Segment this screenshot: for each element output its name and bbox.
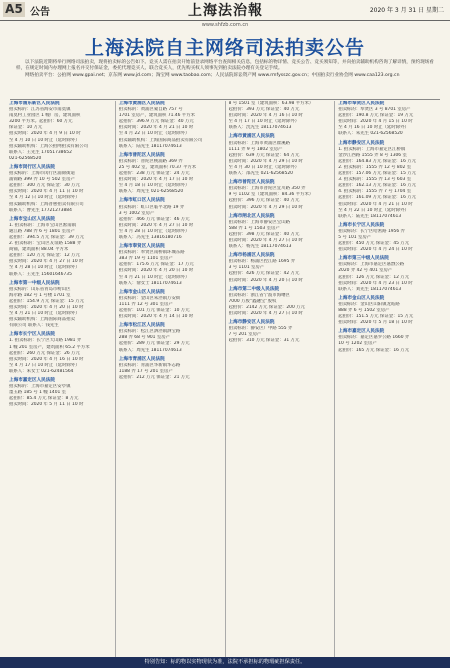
- notice-line: 至 4 月 21 日 10 时止（延时除外）: [9, 311, 80, 317]
- notice-line: 拍卖标的：黄浦区蒙自路 757 号: [118, 107, 183, 113]
- notice-line: 拍卖标的：上海市嘉定区嘉戬公路: [338, 262, 405, 268]
- notice-line: 浦锦路 399 弄 10 号 502 室房产: [9, 177, 75, 183]
- notice-line: 起拍价：398 万元 保证金：40 万元: [228, 231, 300, 237]
- auction-notice: [229, 180, 332, 210]
- newspaper-logo: 上海法治報: [188, 3, 263, 19]
- auction-notice: [119, 290, 222, 320]
- notice-line: 拍卖时间：2020 年 4 月 29 日 10 时: [228, 204, 303, 210]
- notice-line: 起拍价：162.13 万元 保证金：16 万元: [338, 183, 417, 189]
- notice-line: 起拍价：466 万元 保证金：46 万元: [118, 216, 190, 222]
- notice-line: 起拍价：120 万元 保证金：12 万元: [9, 253, 80, 259]
- intro-paragraph: 网络拍卖平台：公拍网 www.gpai.net；京东网 www.jd.com；淘宝网 www.taobao.com；人民法院诉讼资产网 www.rmfysszc.gov.cn；中国拍卖行业协会网 www.caa123.org.cn: [25, 72, 400, 78]
- notice-line: 588 弄 1 号 1503 室房产: [228, 225, 280, 231]
- notice-line: 南莫村工业园区 1 幢厂房，建筑面积: [9, 113, 81, 119]
- court-name: 上海市静安区人民法院: [338, 140, 385, 146]
- notice-line: 起拍价：190.8 万元 保证金：19 万元: [338, 113, 414, 119]
- notice-line: 起拍价：126 万元 保证金：12 万元: [338, 274, 410, 280]
- notice-line: 联系人：朱先生 021-62568520: [338, 131, 403, 137]
- notice-line: 起拍价：157.06 万元 保证金：15 万元: [338, 171, 417, 177]
- court-name: 上海市杨浦区人民法院: [228, 253, 275, 259]
- notice-line: 金沙江西路 1555 弄 8 号 1306 室: [338, 152, 407, 158]
- notice-line: 联系人：曹先生 17721273884: [9, 207, 72, 213]
- court-name: 上海市奉贤区人民法院: [338, 101, 385, 106]
- court-name: 上海市宝山区人民法院: [9, 216, 55, 222]
- notice-line: 拍卖标的：浙江省宁波市海曙区: [228, 292, 290, 298]
- page-headline: 上海法院自主网络司法拍卖公告: [84, 37, 365, 59]
- court-name: 上海市黄浦区人民法院: [118, 101, 165, 106]
- notice-column: [116, 101, 226, 657]
- notice-line: 起拍价：260 万元 保证金：26 万元: [9, 350, 80, 356]
- auction-notice: [338, 256, 441, 293]
- notice-line: 联系人：陆先生 18117074613: [338, 213, 402, 219]
- notice-line: 拍卖时间：2020 年 4 月 20 日 10 时: [118, 268, 194, 274]
- notice-line: 拍卖时间：2020 年 4 月 17 日 10 时: [118, 177, 194, 183]
- notice-line: 拍卖辅助机构：上海国际商品拍卖: [9, 317, 75, 323]
- court-name: 上海市黄浦区人民法院: [228, 134, 275, 140]
- notice-line: 墨玉路 185 号 1 幢 1401 室: [9, 390, 67, 396]
- notice-line: 至 4 月 30 日 10 时止（延时除外）: [228, 164, 300, 170]
- notice-line: 保证金：10 万元: [9, 125, 43, 131]
- auction-notice: [119, 101, 222, 150]
- court-name: 上海市金山区人民法院: [338, 295, 385, 301]
- notice-line: 至 4 月 17 日 10 时止（延时除外）: [9, 362, 80, 368]
- footer-notice: 特别告知：标的物以实物现状为准，法院不承担标的物瑕疵担保责任。: [0, 657, 450, 668]
- notice-line: 至 4 月 17 日 10 时止（延时除外）: [228, 119, 300, 125]
- notice-line: 至 4 月 22 日 10 时止（延时除外）: [338, 207, 409, 213]
- auction-notice: [338, 329, 441, 353]
- notice-line: 拍卖时间：2020 年 4 月 20 日 10 时: [9, 305, 84, 310]
- auction-notice: [338, 223, 441, 253]
- notice-line: 拍卖标的：长宁区哈密路 1956 弄: [338, 228, 405, 234]
- notice-line: 起拍价：300 万元 保证金：30 万元: [9, 183, 80, 189]
- notice-line: 拍卖标的：金山区山阳镇龙皓路: [338, 301, 400, 307]
- court-name: 上海市嘉定区人民法院: [338, 329, 385, 335]
- auction-notice: [9, 217, 112, 278]
- notice-line: 起拍价：394.5 万元 保证金：39 万元: [9, 234, 85, 240]
- notice-line: 起拍价：310 万元 保证金：31 万元: [228, 338, 300, 344]
- notice-line: 1. 拍卖标的：长宁区天山路 1981 弄: [9, 338, 82, 344]
- notice-line: 联系人：邵先生 021-62568520: [228, 171, 293, 177]
- notice-line: 拍卖标的：上海市普陀区宜川路 350 弄: [228, 186, 306, 192]
- notice-line: 起拍价：426 万元 保证金：42 万元: [228, 271, 300, 277]
- notice-line: 25 号 402 室，建筑面积 70.37 平方米: [118, 164, 197, 170]
- notice-line: 拍卖标的：金山区朱泾镇万安街: [118, 295, 181, 301]
- auction-notice: [338, 296, 441, 326]
- notice-line: 拍卖时间：2020 年 4 月 29 日 10 时: [228, 158, 303, 164]
- auction-notice: [229, 287, 332, 317]
- notice-line: 拍卖标的：松江区泗泾镇泗宝路: [118, 329, 181, 335]
- auction-notice: [9, 281, 112, 330]
- notice-line: 拍卖标的：虹口区临平北路 19 弄: [118, 204, 185, 210]
- notice-line: 联系人：俞女士 18117074613: [118, 280, 182, 286]
- notice-line: 拍卖时间：2020 年 4 月 16 日 10 时: [9, 356, 84, 362]
- notice-line: 拍卖标的：静安区广中路 555 弄: [228, 326, 293, 332]
- notice-line: 拍卖时间：2020 年 4 月 27 日 10 时: [118, 222, 194, 228]
- notice-line: 1188 弄 17 号 201 室房产: [118, 368, 173, 374]
- notice-line: 起拍价：151.5 万元 保证金：15 万元: [338, 314, 414, 320]
- notice-line: 拍卖时间：2020 年 4 月 16 日 10 时: [228, 113, 303, 119]
- auction-notice: [338, 101, 441, 138]
- notice-line: 4. 拍卖标的：1555 弄 7 号 1704 室: [338, 189, 412, 195]
- notice-line: 拍卖标的：上海市嘉定区安亭镇: [9, 384, 71, 390]
- notice-line: 拍卖标的：奉贤区 3 号 8701 室房产: [338, 107, 411, 113]
- court-name: 上海市静安区人民法院: [228, 320, 275, 326]
- notice-line: 起拍价：393 万元 保证金：40 万元: [228, 107, 300, 113]
- notice-line: 海尔路 182 号 1 号楼 1701 室: [9, 292, 71, 298]
- court-name: 上海市嘉定区人民法院: [9, 378, 55, 384]
- notice-line: 1111 弄 12 号 301 室房产: [118, 301, 173, 307]
- auction-notice: [119, 323, 222, 353]
- court-name: 上海市第三中级人民法院: [338, 256, 389, 262]
- masthead: [0, 0, 450, 21]
- notice-line: 3 号 1101 室房产: [228, 265, 265, 271]
- notice-line: 拍卖标的：普陀区桃浦路 369 弄: [118, 158, 183, 164]
- notice-line: 至 4 月 22 日 10 时止（延时除外）: [118, 131, 190, 137]
- notice-line: 起拍价：396.9 万元 保证金：40 万元: [118, 119, 194, 125]
- auction-notice: [119, 357, 222, 381]
- court-name: 上海市第二中级人民法院: [228, 286, 280, 292]
- notice-line: 拍卖时间：2020 年 4 月 11 日 10 时: [9, 189, 84, 195]
- notice-line: 起拍价：101 万元 保证金：10 万元: [118, 308, 190, 313]
- notice-line: 起拍价：161.09 万元 保证金：16 万元: [338, 195, 417, 201]
- notice-line: 联系人：周先生 021-62568520: [118, 189, 184, 195]
- notice-line: 至 4 月 28 日 10 时止（延时除外）: [9, 265, 80, 271]
- divider: [10, 99, 440, 100]
- notice-line: 拍卖辅助机构：上海公拍网拍卖有限公司: [9, 143, 89, 149]
- notice-line: 拍卖时间：2020 年 4 月 21 日 10 时: [338, 201, 413, 207]
- notice-line: 383 弄 19 号 1101 室房产: [118, 256, 173, 262]
- notice-line: 10 号 1202 室房产: [338, 341, 377, 347]
- notice-line: 至 4 月 21 日 10 时止（延时除外）: [118, 274, 190, 280]
- notice-line: 拍卖时间：2020 年 5 月 18 日 10 时: [338, 320, 413, 326]
- court-name: 上海市闸北区人民法院: [228, 213, 275, 219]
- court-name: 上海市长宁区人民法院: [338, 222, 385, 228]
- court-name: 上海市虹口区人民法院: [118, 198, 165, 204]
- notice-line: 拍卖时间：2020 年 4 月 27 日 10 时: [9, 259, 84, 265]
- court-name: 上海市第一中级人民法院: [9, 280, 60, 286]
- notice-line: 联系人：冯先生 13816180716: [118, 234, 182, 240]
- auction-notice: [229, 214, 332, 251]
- notice-line: 起拍价：85.4 万元 保证金：8 万元: [9, 396, 79, 402]
- auction-notice: [229, 320, 332, 344]
- notice-line: 起拍价：154.9 万元 保证金：15 万元: [9, 298, 85, 304]
- notice-line: 拍卖标的：山东省青岛市崂山区: [9, 286, 71, 292]
- notice-line: 3. 拍卖标的：1555 弄 13 号 603 室: [338, 177, 412, 183]
- notice-line: 3 号 1002 室房产: [118, 210, 155, 216]
- notice-line: 1701 室房产，建筑面积 71.46 平方米: [118, 113, 195, 119]
- notice-line: 拍卖辅助机构：上海普惠拍卖有限公司: [9, 201, 84, 207]
- notice-line: 拍卖标的：上海市闵行区浦锦街道: [9, 171, 75, 177]
- notice-line: 2020 弄 42 号 401 室房产: [338, 268, 393, 274]
- notice-line: 起拍价：165 万元 保证金：16 万元: [338, 347, 410, 353]
- auction-notice: [229, 101, 332, 131]
- notice-line: 7000 万股“鑫融宝”股权: [228, 298, 277, 304]
- notice-line: 2. 拍卖标的：1555 弄 12 号 802 室: [338, 164, 412, 170]
- auction-notice: [9, 165, 112, 214]
- notice-line: 起拍价：212 万元 保证金：21 万元: [118, 374, 190, 380]
- notice-line: 起拍价：238 万元 保证金：24 万元: [118, 171, 190, 177]
- notice-line: 起拍价：2142 万元 保证金：200 万元: [228, 304, 305, 310]
- court-name: 上海市闵行区人民法院: [9, 164, 55, 170]
- auction-notice: [9, 332, 112, 375]
- auction-notice: [9, 378, 112, 408]
- notice-line: 拍卖标的：奉贤区南桥镇环城东路: [118, 250, 185, 256]
- notice-line: 1. 拍卖标的：上海市嘉定区江桥镇: [338, 146, 406, 152]
- notice-line: 7 号 201 室房产: [228, 332, 262, 338]
- notice-line: 拍卖标的：杨浦区控江路 1695 弄: [228, 259, 296, 265]
- auction-notice: [9, 101, 112, 162]
- notice-line: 联系人：刘先生 18117074613: [338, 286, 402, 292]
- notice-line: 联系人：王先生 17051738652: [9, 149, 72, 155]
- notice-line: 拍卖时间：2020 年 4 月 27 日 10 时: [228, 311, 303, 316]
- court-name: 上海市普陀区人民法院: [228, 180, 275, 186]
- notice-column: [226, 101, 336, 657]
- notice-line: 起拍价：164.83 万元 保证金：16 万元: [338, 158, 417, 164]
- notice-line: 起拍价：639 万元 保证金：64 万元: [228, 152, 300, 158]
- notice-line: 起拍价：396 万元 保证金：40 万元: [228, 198, 300, 204]
- notice-line: 拍卖时间：2020 年 4 月 24 日 10 时: [338, 247, 413, 253]
- notice-line: 联系人：陆先生 18117074613: [118, 143, 182, 149]
- notice-line: 288 弄 68 号 901 室房产: [118, 335, 171, 341]
- notice-line: 拍卖时间：2020 年 4 月 15 日 10 时: [338, 119, 413, 125]
- notice-line: 拍卖标的：江苏省海安市南莫镇: [9, 107, 71, 113]
- notice-line: 拍卖时间：2020 年 4 月 14 日 10 时: [118, 314, 194, 320]
- notice-line: 起拍价：175.6 万元 保证金：17 万元: [118, 262, 194, 268]
- notice-column: [335, 101, 444, 657]
- auction-notice: [119, 198, 222, 241]
- notice-line: 联系人：周先生 18117074613: [118, 347, 182, 353]
- notice-line: 2. 拍卖标的：宝山区友谊路 1588 弄: [9, 241, 82, 247]
- notice-line: 拍卖标的：上海市黄浦区瞿溪路: [228, 140, 290, 146]
- notice-line: 拍卖时间：2020 年 4 月 21 日 10 时: [118, 125, 194, 131]
- notice-line: 至 4 月 12 日 10 时止（延时除外）: [9, 195, 80, 201]
- auction-notice: [119, 244, 222, 287]
- notice-line: 联系人：杨先生 18117074613: [228, 244, 292, 250]
- notice-line: 通江路 788 弄 6 号 1801 室房产: [9, 228, 75, 234]
- notice-line: 起拍价：450 万元 保证金：45 万元: [338, 241, 410, 247]
- notice-line: 拍卖时间：2020 年 4 月 20 日 10 时: [228, 277, 303, 283]
- website-url: www.shfzb.com.cn: [201, 22, 249, 28]
- notice-line: 8 号 1501 室（建筑面积：63.98 平方米）: [228, 101, 314, 106]
- intro-paragraph: 以下法院近期将举行网络司法拍卖，现将拍卖标的公告如下。竞买人需在拍卖开始前登录网络平台查阅相关信息，包括标的物详情、竞买公告、竞买须知等，并向拍卖辅助机构咨询了解详情，预约现场看样，在规定时间内办理网上报名并交付保证金，委托代理竞买人、联合竞买人，优先购买权人须事先到拍卖法院办理有关登记手续。: [16, 60, 434, 72]
- notice-line: 联系人：朱女士 021-62481564: [9, 368, 74, 374]
- notice-line: 拍卖时间：2020 年 4 月 27 日 10 时: [228, 237, 303, 243]
- notice-line: 有限公司 联系人：钱先生: [9, 323, 59, 329]
- notice-line: 起拍价：289 万元 保证金：29 万元: [118, 341, 190, 347]
- notice-line: 9 号 1102 室（建筑面积：84.36 平方米）: [228, 192, 314, 198]
- section-label: 公告: [30, 7, 50, 18]
- notice-line: 至 4 月 28 日 10 时止（延时除外）: [118, 228, 190, 234]
- notice-line: 1. 拍卖标的：上海市宝山区淞南镇: [9, 222, 77, 228]
- court-name: 上海市金山区人民法院: [118, 289, 165, 295]
- notice-line: 拍卖时间：2020 年 5 月 11 日 10 时: [9, 402, 84, 408]
- publication-date: 2020 年 3 月 31 日 星期二: [369, 7, 444, 14]
- notice-line: 888 弄 6 号 1502 室房产: [338, 308, 390, 313]
- court-name: 上海市浦东新区人民法院: [9, 101, 60, 106]
- court-name: 上海市松江区人民法院: [118, 323, 165, 329]
- notice-column: [6, 101, 116, 657]
- notice-line: 1 幢 201 室房产，建筑面积 65.2 平方米: [9, 344, 90, 350]
- auction-notice: [119, 153, 222, 196]
- page-number: A5: [3, 2, 25, 17]
- court-name: 上海市长宁区人民法院: [9, 332, 55, 338]
- notice-line: 5 号 101 室房产: [338, 234, 372, 240]
- intro-text: [16, 60, 434, 79]
- auction-notice: [338, 141, 441, 220]
- notice-line: 联系人：王先生 15601646735: [9, 271, 72, 277]
- notice-line: 至 4 月 10 日 10 时止（延时除外）: [9, 137, 80, 143]
- court-name: 上海市普陀区人民法院: [118, 152, 165, 158]
- notice-line: 拍卖辅助机构：上海国际商品拍卖有限公司: [118, 137, 203, 143]
- notice-line: 3200 平方米。起拍价：60 万元: [9, 119, 73, 125]
- notice-line: 021-62568520: [9, 155, 42, 161]
- notice-line: 拍卖时间：2020 年 4 月 23 日 10 时: [338, 280, 413, 286]
- notice-line: 拍卖标的：上海市静安区宝山路: [228, 219, 290, 225]
- notice-columns: [6, 101, 444, 657]
- court-name: 上海市奉贤区人民法院: [118, 244, 165, 250]
- notice-line: 联系人：沈先生 18117074613: [228, 125, 292, 131]
- auction-notice: [229, 253, 332, 283]
- court-name: 上海市青浦区人民法院: [118, 356, 165, 362]
- notice-line: 1111 弄 9 号 1802 室房产: [228, 146, 283, 152]
- auction-notice: [229, 134, 332, 177]
- notice-line: 至 4 月 18 日 10 时止（延时除外）: [118, 183, 190, 189]
- notice-line: 拍卖标的：青浦区华新镇华志路: [118, 362, 181, 368]
- notice-line: 商铺，建筑面积 88.04 平方米: [9, 247, 69, 253]
- notice-line: 至 4 月 16 日 10 时止（延时除外）: [338, 125, 409, 131]
- notice-line: 拍卖时间：2020 年 4 月 9 日 10 时: [9, 131, 81, 137]
- notice-line: 拍卖标的：嘉定区嘉罗公路 1660 弄: [338, 335, 410, 341]
